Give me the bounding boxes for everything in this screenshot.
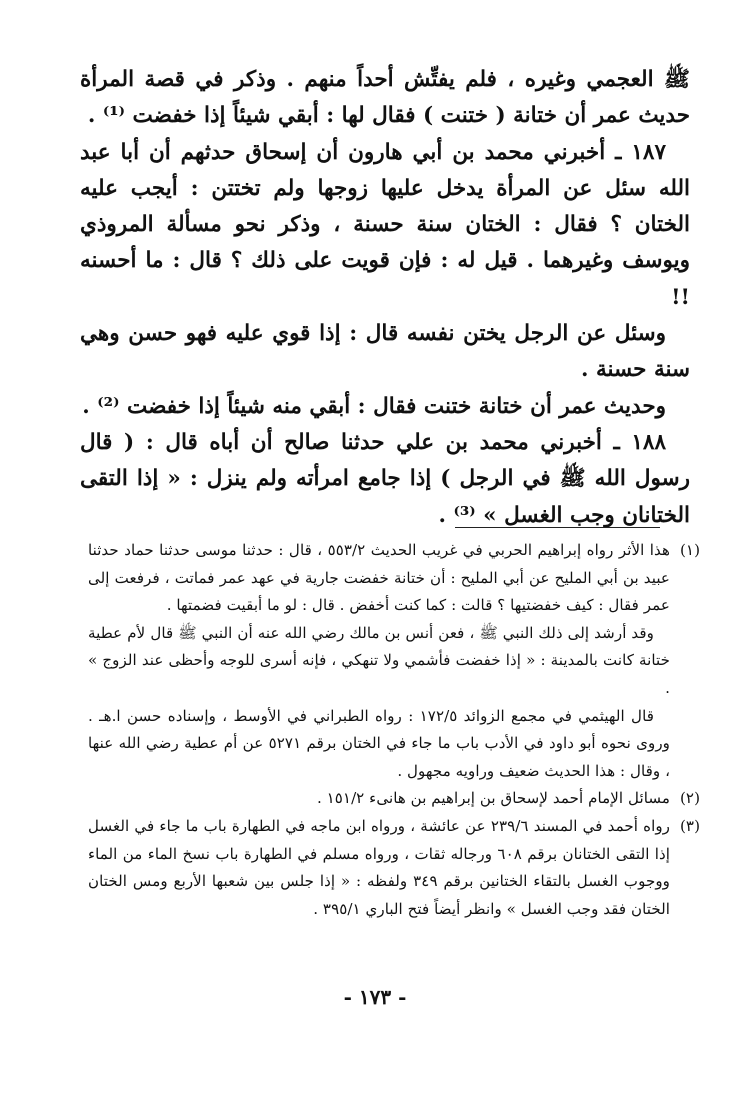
- main-paragraph-5: ١٨٨ ـ أخبرني محمد بن علي حدثنا صالح أن أباه قال : ( قال رسول الله ﷺ في الرجل ) إذا جامع امرأته ولم ينزل : « إذا التقى الختانان وجب الغسل » ⁽³⁾ .: [80, 429, 690, 528]
- footnote-body: [88, 537, 670, 785]
- main-paragraph-1: ﷺ العجمي وغيره ، فلم يفتِّش أحداً منهم . وذكر في قصة المرأة حديث عمر أن ختانة ( ختنت ) فقال لها : أبقي شيئاً إذا خفضت ⁽¹⁾ .: [80, 67, 690, 129]
- footnote-body: [88, 785, 670, 813]
- footnote-number: (٢): [679, 789, 700, 808]
- main-text: [80, 62, 690, 534]
- footnote-paragraph: رواه أحمد في المسند ٢٣٩/٦ عن عائشة ، ورواه ابن ماجه في الطهارة باب ما جاء في الغسل إذا التقى الختانان برقم ٦٠٨ ورجاله ثقات ، ورواه مسلم في الطهارة باب نسخ الماء من الماء ووجوب الغسل بالتقاء الختانين برقم ٣٤٩ ولفظه : « إذا جلس بين شعبها الأربع ومس الختان الختان فقد وجب الغسل » وانظر أيضاً فتح الباري ٣٩٥/١ .: [88, 816, 671, 918]
- footnote-divider: [455, 527, 660, 528]
- footnote-1: [88, 537, 700, 785]
- main-paragraph-4: وحديث عمر أن ختانة ختنت فقال : أبقي منه شيئاً إذا خفضت ⁽²⁾ .: [82, 393, 666, 419]
- page-number: - ١٧٣ -: [343, 985, 407, 1009]
- footnote-paragraph: هذا الأثر رواه إبراهيم الحربي في غريب الحديث ٥٥٣/٢ ، قال : حدثنا موسى حدثنا حماد حدثنا عبيد بن أبي المليح عن أبي المليح : أن ختانة خفضت جارية في عهد عمر فماتت ، فرفعت إلى عمر فقال : كيف خفضتيها ؟ قالت : كما كنت أخفض . قال : لو ما أبقيت فضمتها .: [88, 541, 670, 615]
- footnote-number: (١): [679, 541, 700, 559]
- main-paragraph-2: ١٨٧ ـ أخبرني محمد بن أبي هارون أن إسحاق حدثهم أن أبا عبد الله سئل عن المرأة يدخل عليها زوجها ولم تختتن : أيجب عليه الختان ؟ فقال : الختان سنة حسنة ، وذكر نحو مسألة المروذي ويوسف وغيرهما . قيل له : فإن قويت على ذلك ؟ قال : ما أحسنه !!: [80, 139, 690, 310]
- footnote-paragraph: قال الهيثمي في مجمع الزوائد ١٧٢/٥ : رواه الطبراني في الأوسط ، وإسناده حسن ا.هـ . وروى نحوه أبو داود في الأدب باب ما جاء في الختان برقم ٥٢٧١ عن أم عطية رضي الله عنها ، وقال : هذا الحديث ضعيف وراويه مجهول .: [88, 706, 670, 780]
- footnote-3: [88, 813, 700, 923]
- main-paragraph-3: وسئل عن الرجل يختن نفسه قال : إذا قوي عليه فهو حسن وهي سنة حسنة .: [80, 321, 690, 383]
- footnotes: [88, 537, 700, 923]
- footnote-body: [88, 813, 670, 923]
- footnote-2: [88, 785, 700, 813]
- footnote-paragraph: مسائل الإمام أحمد لإسحاق بن إبراهيم بن هانىء ١٥١/٢ .: [316, 789, 670, 808]
- footnote-number: (٣): [679, 816, 700, 835]
- footnote-paragraph: وقد أرشد إلى ذلك النبي ﷺ ، فعن أنس بن مالك رضي الله عنه أن النبي ﷺ قال لأم عطية ختانة كانت بالمدينة : « إذا خفضت فأشمي ولا تنهكي ، فإنه أسرى للوجه وأحظى عند الزوج » .: [88, 623, 670, 697]
